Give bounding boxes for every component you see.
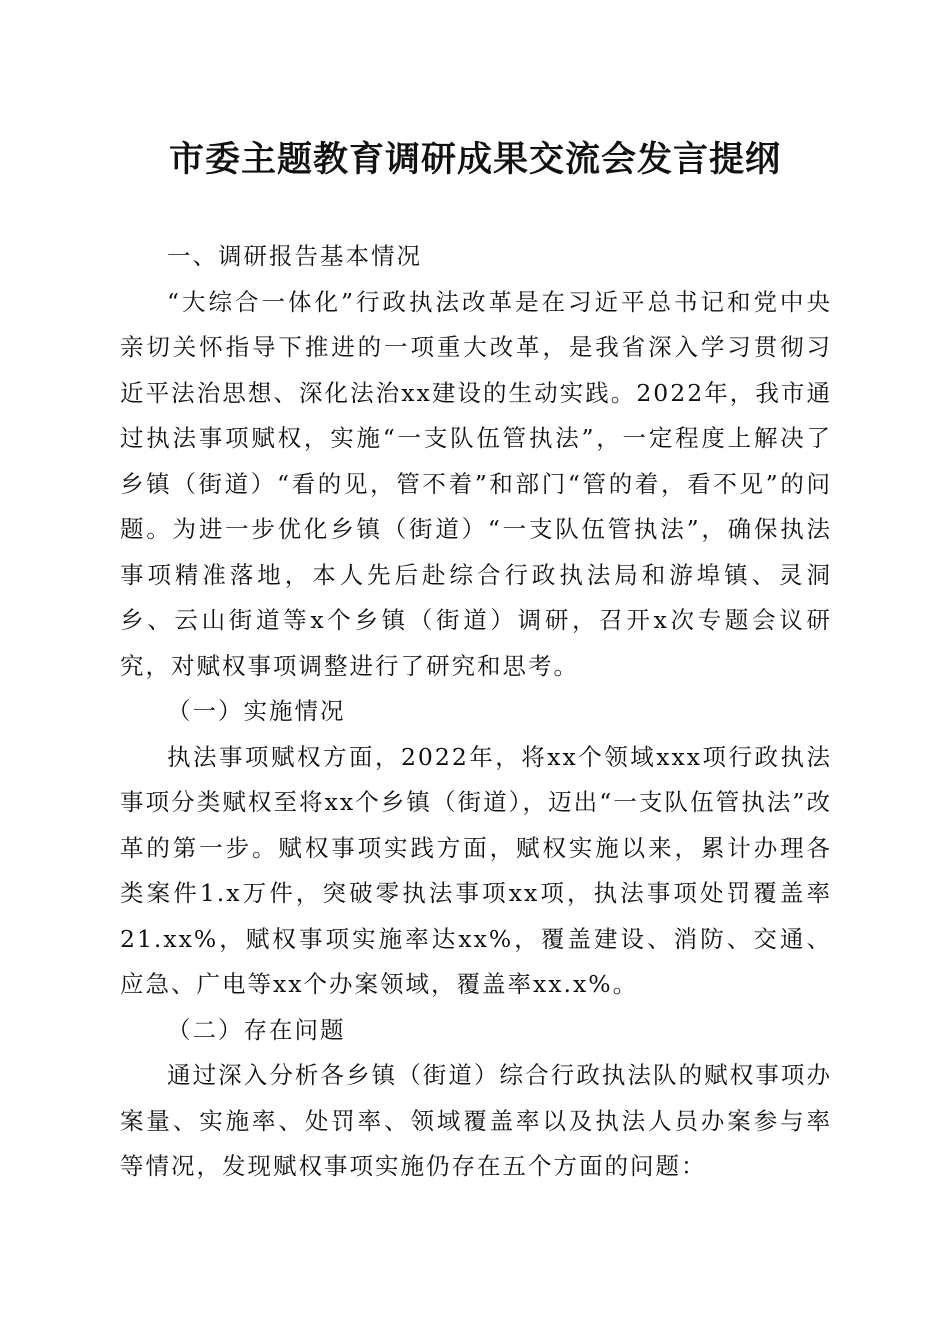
section-heading: 一、调研报告基本情况 bbox=[167, 242, 422, 270]
problems-paragraph: 通过深入分析各乡镇（街道）综合行政执法队的赋权事项办案量、实施率、处罚率、领域覆盖率以及执法人员办案参与率等情况，发现赋权事项实施仍存在五个方面的问题： bbox=[120, 1061, 832, 1180]
implementation-paragraph: 执法事项赋权方面，2022年，将xx个领域xxx项行政执法事项分类赋权至将xx个乡镇（街道），迈出“一支队伍管执法”改革的第一步。赋权事项实践方面，赋权实施以来，累计办理各类案件1.x万件，突破零执法事项xx项，执法事项处罚覆盖率21.xx%，赋权事项实施率达xx%，覆盖建设、消防、交通、应急、广电等xx个办案领域，覆盖率xx.x%。 bbox=[120, 742, 832, 998]
subsection-heading-problems: （二）存在问题 bbox=[167, 1015, 346, 1044]
document-body bbox=[120, 234, 832, 1190]
document-title: 市委主题教育调研成果交流会发言提纲 bbox=[168, 139, 781, 180]
intro-paragraph: “大综合一体化”行政执法改革是在习近平总书记和党中央亲切关怀指导下推进的一项重大改革，是我省深入学习贯彻习近平法治思想、深化法治xx建设的生动实践。2022年，我市通过执法事项赋权，实施“一支队伍管执法”，一定程度上解决了乡镇（街道）“看的见，管不着”和部门“管的着，看不见”的问题。为进一步优化乡镇（街道）“一支队伍管执法”，确保执法事项精准落地，本人先后赴综合行政执法局和游埠镇、灵洞乡、云山街道等x个乡镇（街道）调研，召开x次专题会议研究，对赋权事项调整进行了研究和思考。 bbox=[120, 287, 832, 680]
subsection-heading-implementation: （一）实施情况 bbox=[167, 697, 346, 725]
